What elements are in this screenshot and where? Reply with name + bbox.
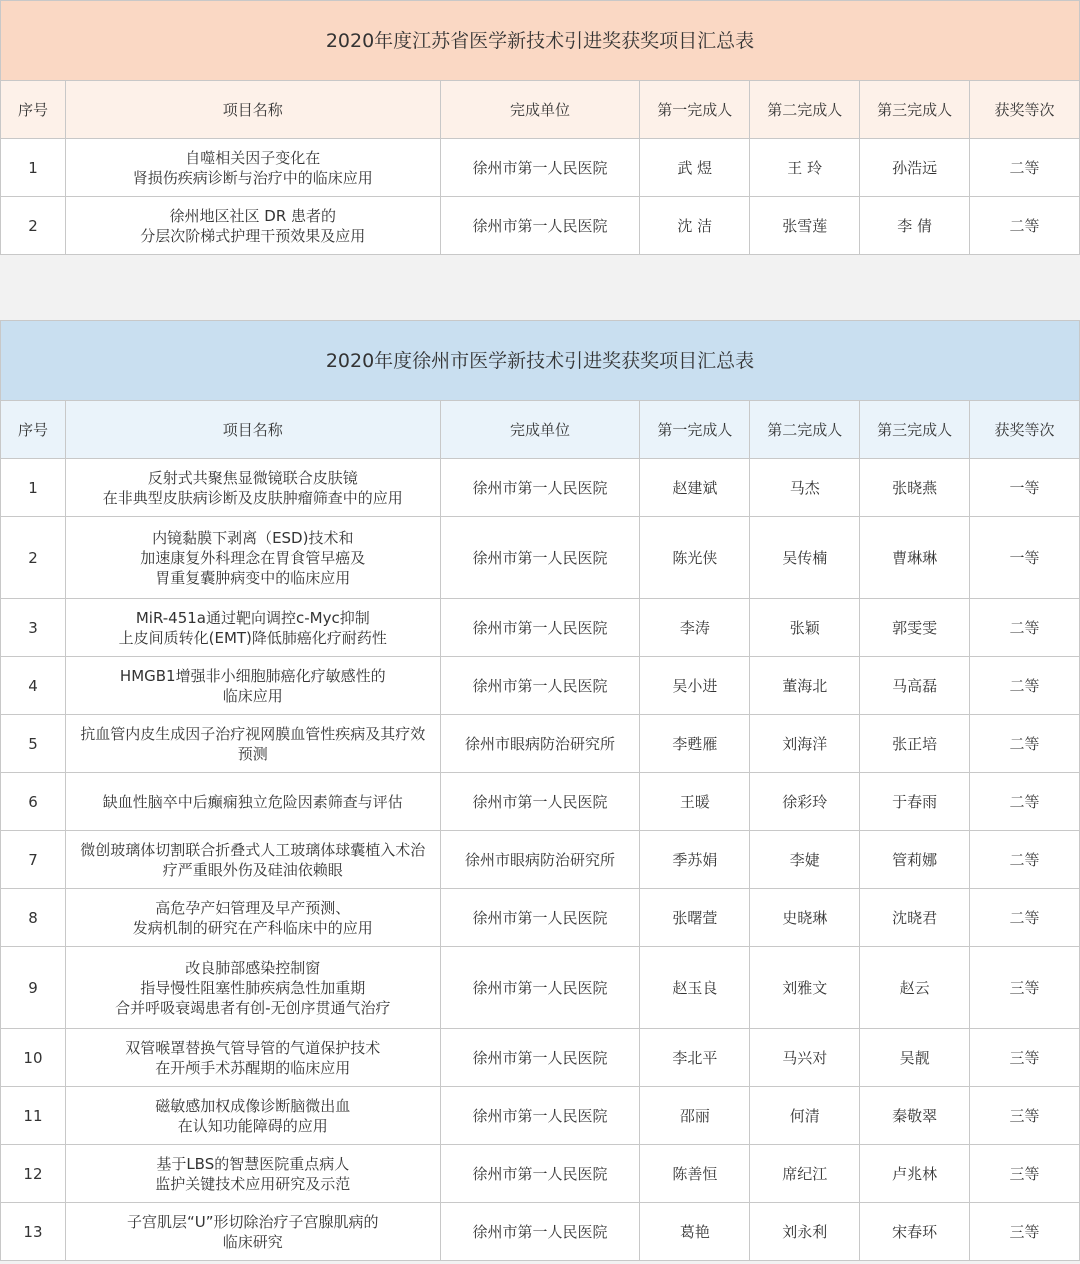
award-level: 二等 <box>970 599 1080 657</box>
project-name-line: 发病机制的研究在产科临床中的应用 <box>132 918 373 937</box>
second-completer: 刘雅文 <box>750 947 860 1029</box>
project-name-line: 徐州地区社区 DR 患者的 <box>169 206 337 225</box>
project-name-line: 自噬相关因子变化在 <box>185 148 321 167</box>
project-name <box>65 599 440 657</box>
second-completer: 何清 <box>750 1087 860 1145</box>
table-row <box>1 1029 1080 1087</box>
third-completer: 赵云 <box>860 947 970 1029</box>
second-completer: 席纪江 <box>750 1145 860 1203</box>
table-title: 2020年度徐州市医学新技术引进奖获奖项目汇总表 <box>1 321 1080 401</box>
jiangsu-award-table-section <box>0 0 1080 255</box>
table-row <box>1 657 1080 715</box>
project-name-line: 肾损伤疾病诊断与治疗中的临床应用 <box>132 168 373 187</box>
completing-unit: 徐州市第一人民医院 <box>440 139 640 197</box>
first-completer: 季苏娟 <box>640 831 750 889</box>
first-completer: 吴小进 <box>640 657 750 715</box>
project-name-line: 微创玻璃体切割联合折叠式人工玻璃体球囊植入术治 <box>80 840 426 859</box>
column-header: 序号 <box>1 81 66 139</box>
second-completer: 李婕 <box>750 831 860 889</box>
project-name-line: 基于LBS的智慧医院重点病人 <box>156 1154 350 1173</box>
award-level: 三等 <box>970 1203 1080 1261</box>
column-header: 第二完成人 <box>750 401 860 459</box>
project-name <box>65 657 440 715</box>
project-name <box>65 715 440 773</box>
row-number: 10 <box>1 1029 66 1087</box>
completing-unit: 徐州市第一人民医院 <box>440 459 640 517</box>
project-name-line: 高危孕产妇管理及早产预测、 <box>155 898 351 917</box>
award-level: 一等 <box>970 517 1080 599</box>
third-completer: 郭雯雯 <box>860 599 970 657</box>
column-header: 项目名称 <box>65 401 440 459</box>
second-completer: 马兴对 <box>750 1029 860 1087</box>
jiangsu-award-table <box>0 0 1080 255</box>
project-name-line: 疗严重眼外伤及硅油依赖眼 <box>162 860 343 879</box>
project-name-line: 合并呼吸衰竭患者有创-无创序贯通气治疗 <box>115 998 391 1017</box>
third-completer: 于春雨 <box>860 773 970 831</box>
project-name-line: 在非典型皮肤病诊断及皮肤肿瘤筛查中的应用 <box>102 488 403 507</box>
award-level: 二等 <box>970 773 1080 831</box>
first-completer: 张曙萱 <box>640 889 750 947</box>
row-number: 13 <box>1 1203 66 1261</box>
award-level: 三等 <box>970 1029 1080 1087</box>
completing-unit: 徐州市第一人民医院 <box>440 1029 640 1087</box>
project-name <box>65 1087 440 1145</box>
table-row <box>1 197 1080 255</box>
table-header-row <box>1 401 1080 459</box>
column-header: 第三完成人 <box>860 81 970 139</box>
first-completer: 沈 洁 <box>640 197 750 255</box>
row-number: 6 <box>1 773 66 831</box>
third-completer: 沈晓君 <box>860 889 970 947</box>
table-row <box>1 1145 1080 1203</box>
third-completer: 李 倩 <box>860 197 970 255</box>
completing-unit: 徐州市第一人民医院 <box>440 599 640 657</box>
first-completer: 武 煜 <box>640 139 750 197</box>
row-number: 12 <box>1 1145 66 1203</box>
xuzhou-award-table <box>0 320 1080 1261</box>
second-completer: 张颖 <box>750 599 860 657</box>
project-name <box>65 1029 440 1087</box>
project-name <box>65 1203 440 1261</box>
project-name-line: 缺血性脑卒中后癫痫独立危险因素筛查与评估 <box>102 792 403 811</box>
table-row <box>1 517 1080 599</box>
award-level: 二等 <box>970 139 1080 197</box>
table-row <box>1 773 1080 831</box>
project-name <box>65 197 440 255</box>
completing-unit: 徐州市第一人民医院 <box>440 657 640 715</box>
column-header: 完成单位 <box>440 81 640 139</box>
table-header-row <box>1 81 1080 139</box>
third-completer: 张正培 <box>860 715 970 773</box>
first-completer: 李涛 <box>640 599 750 657</box>
row-number: 8 <box>1 889 66 947</box>
project-name-line: 胃重复囊肿病变中的临床应用 <box>155 568 351 587</box>
project-name-line: 监护关键技术应用研究及示范 <box>155 1174 351 1193</box>
completing-unit: 徐州市第一人民医院 <box>440 947 640 1029</box>
row-number: 1 <box>1 459 66 517</box>
project-name <box>65 517 440 599</box>
completing-unit: 徐州市第一人民医院 <box>440 517 640 599</box>
first-completer: 陈光侠 <box>640 517 750 599</box>
project-name-line: 双管喉罩替换气管导管的气道保护技术 <box>125 1038 381 1057</box>
second-completer: 刘海洋 <box>750 715 860 773</box>
completing-unit: 徐州市第一人民医院 <box>440 1087 640 1145</box>
award-level: 二等 <box>970 831 1080 889</box>
second-completer: 徐彩玲 <box>750 773 860 831</box>
second-completer: 王 玲 <box>750 139 860 197</box>
project-name <box>65 831 440 889</box>
project-name-line: 子宫肌层“U”形切除治疗子宫腺肌病的 <box>127 1212 379 1231</box>
table-title: 2020年度江苏省医学新技术引进奖获奖项目汇总表 <box>1 1 1080 81</box>
project-name-line: HMGB1增强非小细胞肺癌化疗敏感性的 <box>119 666 386 685</box>
project-name-line: 加速康复外科理念在胃食管早癌及 <box>140 548 366 567</box>
project-name <box>65 773 440 831</box>
completing-unit: 徐州市第一人民医院 <box>440 197 640 255</box>
completing-unit: 徐州市第一人民医院 <box>440 889 640 947</box>
first-completer: 陈善恒 <box>640 1145 750 1203</box>
first-completer: 李北平 <box>640 1029 750 1087</box>
row-number: 1 <box>1 139 66 197</box>
first-completer: 赵玉良 <box>640 947 750 1029</box>
column-header: 第三完成人 <box>860 401 970 459</box>
completing-unit: 徐州市眼病防治研究所 <box>440 831 640 889</box>
second-completer: 张雪莲 <box>750 197 860 255</box>
third-completer: 吴靓 <box>860 1029 970 1087</box>
completing-unit: 徐州市第一人民医院 <box>440 773 640 831</box>
first-completer: 邵丽 <box>640 1087 750 1145</box>
project-name-line: 分层次阶梯式护理干预效果及应用 <box>140 226 366 245</box>
project-name-line: 抗血管内皮生成因子治疗视网膜血管性疾病及其疗效 <box>80 724 426 743</box>
column-header: 序号 <box>1 401 66 459</box>
award-level: 三等 <box>970 947 1080 1029</box>
third-completer: 秦敬翠 <box>860 1087 970 1145</box>
row-number: 9 <box>1 947 66 1029</box>
project-name <box>65 459 440 517</box>
table-row <box>1 889 1080 947</box>
xuzhou-award-table-section <box>0 320 1080 1261</box>
project-name-line: 改良肺部感染控制窗 <box>185 958 321 977</box>
completing-unit: 徐州市眼病防治研究所 <box>440 715 640 773</box>
third-completer: 张晓燕 <box>860 459 970 517</box>
column-header: 获奖等次 <box>970 401 1080 459</box>
row-number: 3 <box>1 599 66 657</box>
table-row <box>1 715 1080 773</box>
row-number: 4 <box>1 657 66 715</box>
award-level: 三等 <box>970 1087 1080 1145</box>
column-header: 第一完成人 <box>640 401 750 459</box>
project-name <box>65 139 440 197</box>
row-number: 11 <box>1 1087 66 1145</box>
row-number: 5 <box>1 715 66 773</box>
table-row <box>1 947 1080 1029</box>
column-header: 第二完成人 <box>750 81 860 139</box>
award-level: 二等 <box>970 889 1080 947</box>
project-name-line: 在开颅手术苏醒期的临床应用 <box>155 1058 351 1077</box>
row-number: 2 <box>1 517 66 599</box>
project-name-line: MiR-451a通过靶向调控c-Myc抑制 <box>135 608 370 627</box>
project-name <box>65 889 440 947</box>
column-header: 获奖等次 <box>970 81 1080 139</box>
third-completer: 卢兆林 <box>860 1145 970 1203</box>
third-completer: 孙浩远 <box>860 139 970 197</box>
project-name <box>65 947 440 1029</box>
project-name-line: 指导慢性阻塞性肺疾病急性加重期 <box>140 978 366 997</box>
project-name-line: 临床研究 <box>222 1232 283 1251</box>
table-row <box>1 831 1080 889</box>
first-completer: 赵建斌 <box>640 459 750 517</box>
second-completer: 马杰 <box>750 459 860 517</box>
completing-unit: 徐州市第一人民医院 <box>440 1145 640 1203</box>
first-completer: 李甦雁 <box>640 715 750 773</box>
row-number: 7 <box>1 831 66 889</box>
award-level: 二等 <box>970 197 1080 255</box>
table-row <box>1 139 1080 197</box>
second-completer: 刘永利 <box>750 1203 860 1261</box>
column-header: 项目名称 <box>65 81 440 139</box>
table-row <box>1 1087 1080 1145</box>
first-completer: 葛艳 <box>640 1203 750 1261</box>
award-level: 二等 <box>970 657 1080 715</box>
column-header: 完成单位 <box>440 401 640 459</box>
award-level: 三等 <box>970 1145 1080 1203</box>
third-completer: 管莉娜 <box>860 831 970 889</box>
second-completer: 吴传楠 <box>750 517 860 599</box>
second-completer: 史晓琳 <box>750 889 860 947</box>
first-completer: 王暖 <box>640 773 750 831</box>
table-row <box>1 459 1080 517</box>
award-level: 二等 <box>970 715 1080 773</box>
second-completer: 董海北 <box>750 657 860 715</box>
project-name-line: 在认知功能障碍的应用 <box>177 1116 328 1135</box>
section-gap <box>0 255 1080 320</box>
table-row <box>1 1203 1080 1261</box>
third-completer: 曹琳琳 <box>860 517 970 599</box>
project-name-line: 反射式共聚焦显微镜联合皮肤镜 <box>147 468 358 487</box>
project-name-line: 磁敏感加权成像诊断脑微出血 <box>155 1096 351 1115</box>
project-name-line: 临床应用 <box>222 686 283 705</box>
completing-unit: 徐州市第一人民医院 <box>440 1203 640 1261</box>
project-name-line: 内镜黏膜下剥离（ESD)技术和 <box>152 528 354 547</box>
project-name <box>65 1145 440 1203</box>
column-header: 第一完成人 <box>640 81 750 139</box>
table-row <box>1 599 1080 657</box>
project-name-line: 上皮间质转化(EMT)降低肺癌化疗耐药性 <box>118 628 387 647</box>
award-level: 一等 <box>970 459 1080 517</box>
third-completer: 宋春环 <box>860 1203 970 1261</box>
project-name-line: 预测 <box>237 744 268 763</box>
row-number: 2 <box>1 197 66 255</box>
third-completer: 马高磊 <box>860 657 970 715</box>
